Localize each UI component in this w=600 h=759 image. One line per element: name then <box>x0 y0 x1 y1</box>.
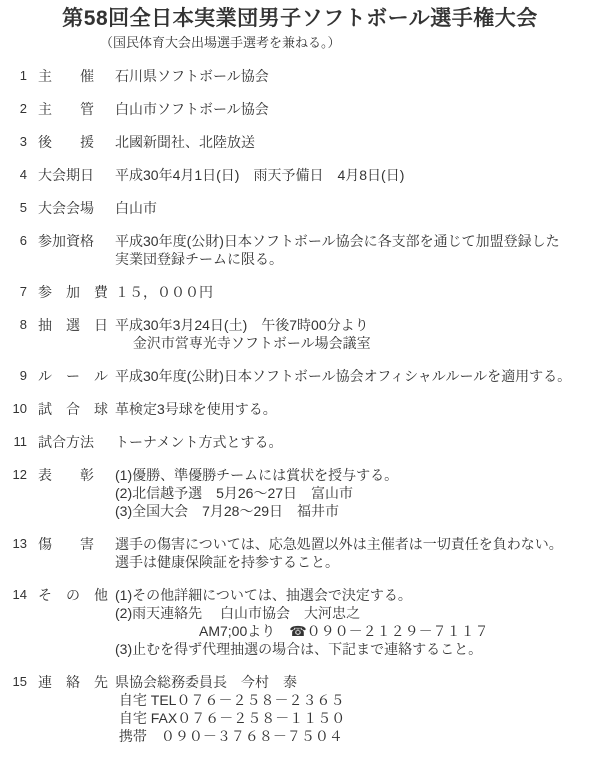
item-row <box>0 232 600 268</box>
item-text-line: 平成30年4月1日(日) 雨天予備日 4月8日(日) <box>115 167 405 183</box>
item-text-line: 県協会総務委員長 今村 泰 <box>115 674 297 690</box>
item-label: 後 援 <box>38 134 94 150</box>
item-content <box>115 67 269 85</box>
item-number: 6 <box>19 233 27 248</box>
item-row <box>0 535 600 571</box>
item-text-line: 革検定3号球を使用する。 <box>115 401 277 417</box>
item-text-line: (1)優勝、準優勝チームには賞状を授与する。 <box>115 467 399 483</box>
item-number: 8 <box>19 317 27 332</box>
item-number: 14 <box>12 587 27 602</box>
item-text-line: (3)全国大会 7月28～29日 福井市 <box>115 503 340 519</box>
document-title: 第58回全日本実業団男子ソフトボール選手権大会 <box>62 7 538 30</box>
item-label: 試 合 球 <box>38 401 108 417</box>
item-label: 連 絡 先 <box>38 674 108 690</box>
item-content <box>115 367 571 385</box>
item-text-line: 平成30年度(公財)日本ソフトボール協会オフィシャルルールを適用する。 <box>115 368 572 384</box>
item-label: 表 彰 <box>38 467 94 483</box>
item-label: 主 管 <box>38 101 94 117</box>
item-text-line: １５，０００円 <box>115 284 213 300</box>
item-text-line: 携帯 ０９０－３７６８－７５０４ <box>115 728 343 744</box>
item-text-line: 北國新聞社、北陸放送 <box>115 134 255 150</box>
item-row <box>0 367 600 385</box>
item-label: 参 加 費 <box>38 284 108 300</box>
item-row <box>0 400 600 418</box>
item-row <box>0 67 600 85</box>
item-row <box>0 433 600 451</box>
item-number: 9 <box>19 368 27 383</box>
item-content <box>115 586 489 658</box>
item-text-line: 選手は健康保険証を持参すること。 <box>115 554 339 570</box>
item-label: 参加資格 <box>38 233 94 249</box>
item-text-line: 選手の傷害については、応急処置以外は主催者は一切責任を負わない。 <box>115 536 563 552</box>
item-row <box>0 673 600 745</box>
item-content <box>115 466 398 520</box>
item-row <box>0 283 600 301</box>
item-text-line: 石川県ソフトボール協会 <box>115 68 269 84</box>
item-content <box>115 100 269 118</box>
item-text-line: 実業団登録チームに限る。 <box>115 251 283 267</box>
item-content <box>115 535 563 571</box>
item-text-line: (1)その他詳細については、抽選会で決定する。 <box>115 587 412 603</box>
item-label: 主 催 <box>38 68 94 84</box>
item-label: 大会会場 <box>38 200 94 216</box>
item-label: ル ー ル <box>38 368 108 384</box>
item-row <box>0 466 600 520</box>
document-subtitle: （国民体育大会出場選手選考を兼ねる。） <box>100 35 341 50</box>
item-label: 大会期日 <box>38 167 94 183</box>
item-number: 12 <box>12 467 27 482</box>
item-number: 15 <box>12 674 27 689</box>
item-row <box>0 199 600 217</box>
item-label: そ の 他 <box>38 587 108 603</box>
item-number: 2 <box>19 101 27 116</box>
item-row <box>0 166 600 184</box>
item-content <box>115 166 404 184</box>
item-text-line: 自宅 TEL０７６－２５８－２３６５ <box>115 692 345 708</box>
item-content <box>115 400 277 418</box>
item-row <box>0 133 600 151</box>
item-text-line: AM7;00より ☎０９０－２１２９－７１１７ <box>115 623 489 639</box>
item-number: 13 <box>12 536 27 551</box>
item-text-line: (3)止むを得ず代理抽選の場合は、下記まで連絡すること。 <box>115 641 483 657</box>
item-number: 11 <box>13 434 27 449</box>
item-text-line: 白山市ソフトボール協会 <box>115 101 269 117</box>
item-text-line: (2)雨天連絡先 白山市協会 大河忠之 <box>115 605 360 621</box>
item-content <box>115 433 282 451</box>
item-number: 3 <box>19 134 27 149</box>
item-number: 5 <box>19 200 27 215</box>
item-number: 4 <box>19 167 27 182</box>
item-text-line: 自宅 FAX０７６－２５８－１１５０ <box>115 710 346 726</box>
item-label: 傷 害 <box>38 536 94 552</box>
item-label: 抽 選 日 <box>38 317 108 333</box>
item-label: 試合方法 <box>38 434 94 450</box>
item-text-line: (2)北信越予選 5月26～27日 富山市 <box>115 485 354 501</box>
items-list <box>0 67 600 745</box>
item-row <box>0 100 600 118</box>
item-content <box>115 673 345 745</box>
item-number: 7 <box>19 284 27 299</box>
item-content <box>115 232 560 268</box>
item-text-line: 平成30年3月24日(土) 午後7時00分より <box>115 317 369 333</box>
item-content <box>115 199 157 217</box>
item-content <box>115 316 371 352</box>
item-text-line: 平成30年度(公財)日本ソフトボール協会に各支部を通じて加盟登録した <box>115 233 560 249</box>
item-number: 10 <box>12 401 27 416</box>
item-content <box>115 133 255 151</box>
item-row <box>0 586 600 658</box>
item-content <box>115 283 213 301</box>
item-text-line: 白山市 <box>115 200 157 216</box>
item-row <box>0 316 600 352</box>
item-text-line: トーナメント方式とする。 <box>115 434 283 450</box>
item-text-line: 金沢市営専光寺ソフトボール場会議室 <box>115 335 371 351</box>
item-number: 1 <box>19 68 27 83</box>
